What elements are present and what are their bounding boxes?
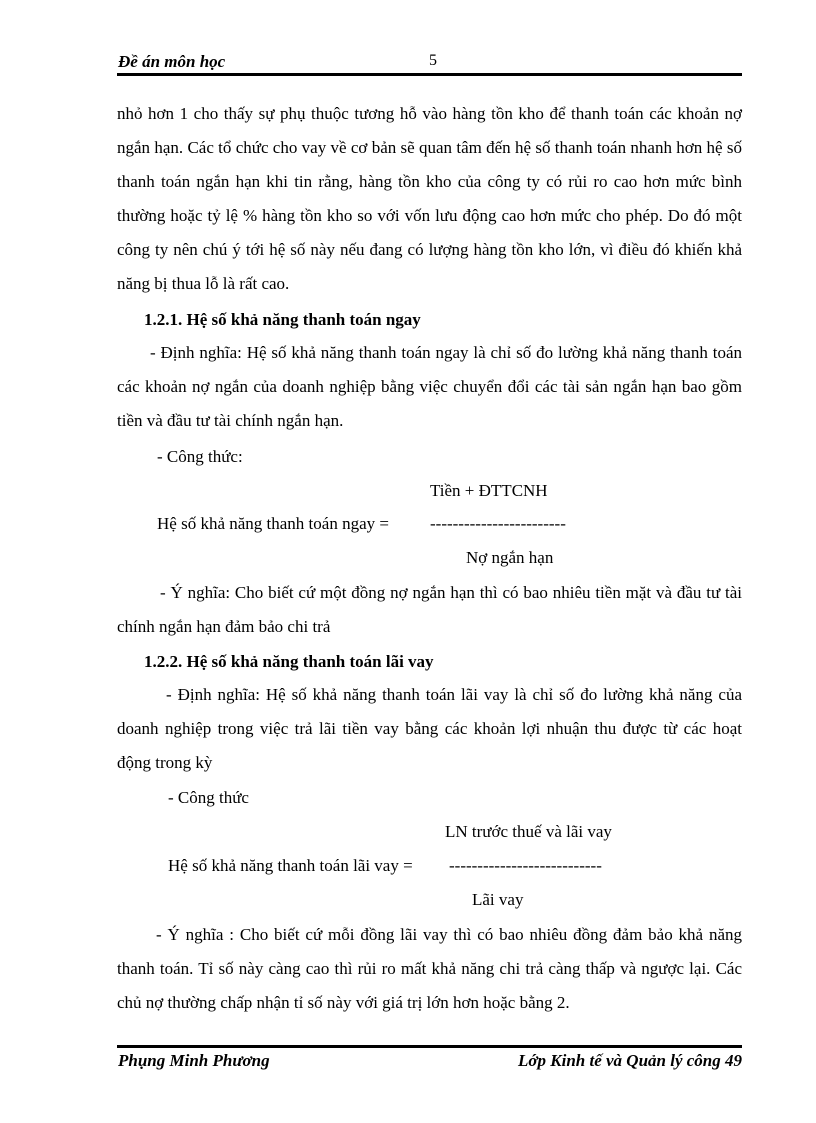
section-121-definition: - Định nghĩa: Hệ số khả năng thanh toán ngay là chỉ số đo lường khả năng thanh toán các khoản nợ ngắn của doanh nghiệp bằng việc chuyển đổi các tài sản ngắn hạn bao gồm tiền và đầu tư tài chính ngắn hạn. [117, 343, 742, 430]
section-122-lhs: Hệ số khả năng thanh toán lãi vay = [168, 856, 413, 875]
footer-author: Phụng Minh Phương [118, 1051, 270, 1070]
intro-paragraph: nhỏ hơn 1 cho thấy sự phụ thuộc tương hỗ vào hàng tồn kho để thanh toán các khoản nợ ngắn hạn. Các tổ chức cho vay về cơ bản sẽ quan tâm đến hệ số thanh toán nhanh hơn hệ số thanh toán ngắn hạn khi tin rằng, hàng tồn kho của công ty có rủi ro cao hơn mức bình thường hoặc tỷ lệ % hàng tồn kho so với vốn lưu động cao hơn mức cho phép. Do đó một công ty nên chú ý tới hệ số này nếu đang có lượng hàng tồn kho lớn, vì điều đó khiến khả năng bị thua lỗ là rất cao. [117, 104, 742, 293]
header-title: Đề án môn học [118, 52, 226, 71]
section-122-definition: - Định nghĩa: Hệ số khả năng thanh toán lãi vay là chỉ số đo lường khả năng của doanh nghiệp trong việc trả lãi tiền vay bằng các khoản lợi nhuận thu được từ các hoạt động trong kỳ [117, 685, 742, 772]
section-122-denominator: Lãi vay [472, 890, 524, 909]
section-122-numerator: LN trước thuế và lãi vay [445, 822, 612, 841]
section-121-formula-label: - Công thức: [157, 447, 243, 466]
section-121-meaning: - Ý nghĩa: Cho biết cứ một đồng nợ ngắn hạn thì có bao nhiêu tiền mặt và đầu tư tài chính ngắn hạn đảm bảo chi trả [117, 583, 742, 636]
section-122-fraction-bar: --------------------------- [449, 856, 602, 875]
page-number: 5 [429, 52, 437, 69]
section-122-meaning: - Ý nghĩa : Cho biết cứ mỗi đồng lãi vay thì có bao nhiêu đồng đảm bảo khả năng thanh toán. Tỉ số này càng cao thì rủi ro mất khả năng chi trả càng thấp và ngược lại. Các chủ nợ thường chấp nhận tỉ số này với giá trị lớn hơn hoặc bằng 2. [117, 925, 742, 1012]
section-121-numerator: Tiền + ĐTTCNH [430, 481, 548, 500]
section-121-fraction-bar: ------------------------ [430, 514, 566, 533]
section-122-formula-label: - Công thức [168, 788, 249, 807]
section-122-heading: 1.2.2. Hệ số khả năng thanh toán lãi vay [144, 652, 434, 671]
section-121-denominator: Nợ ngắn hạn [466, 548, 554, 567]
footer-class: Lớp Kinh tế và Quản lý công 49 [518, 1051, 742, 1070]
section-121-heading: 1.2.1. Hệ số khả năng thanh toán ngay [144, 310, 421, 329]
footer-rule [117, 1045, 742, 1048]
header-rule [117, 73, 742, 76]
section-121-lhs: Hệ số khả năng thanh toán ngay = [157, 514, 389, 533]
